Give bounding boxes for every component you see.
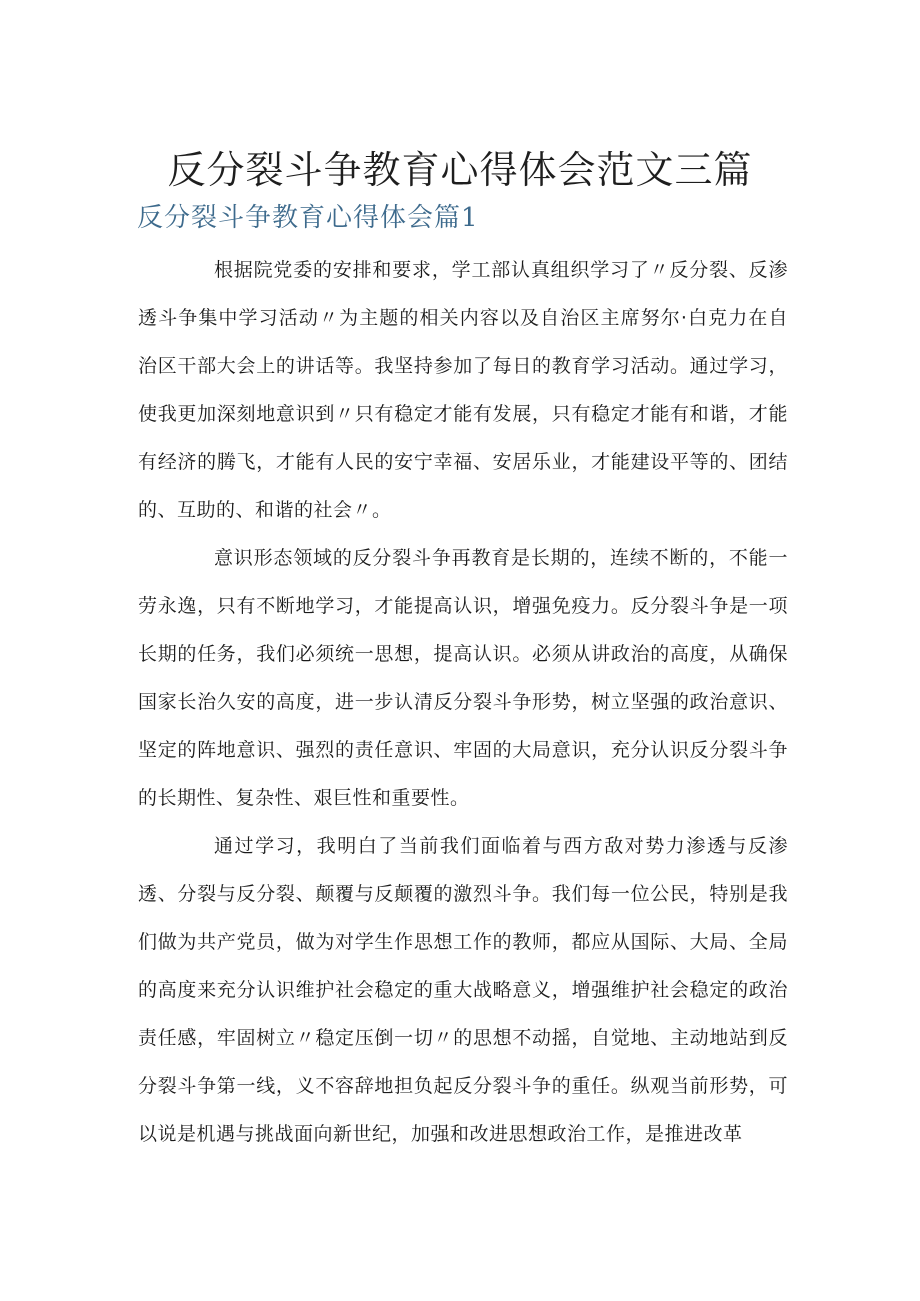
section-heading: 反分裂斗争教育心得体会篇1: [137, 203, 479, 233]
document-body: [138, 246, 788, 1158]
document-title: 反分裂斗争教育心得体会范文三篇: [167, 148, 753, 192]
paragraph-3: 通过学习，我明白了当前我们面临着与西方敌对势力渗透与反渗透、分裂与反分裂、颠覆与反颠覆的激烈斗争。我们每一位公民，特别是我们做为共产党员，做为对学生作思想工作的教师，都应从国际、大局、全局的高度来充分认识维护社会稳定的重大战略意义，增强维护社会稳定的政治责任感，牢固树立〃稳定压倒一切〃的思想不动摇，自觉地、主动地站到反分裂斗争第一线，义不容辞地担负起反分裂斗争的重任。纵观当前形势，可以说是机遇与挑战面向新世纪，加强和改进思想政治工作，是推进改革: [138, 835, 788, 1145]
paragraph-2: 意识形态领域的反分裂斗争再教育是长期的，连续不断的，不能一劳永逸，只有不断地学习，才能提高认识，增强免疫力。反分裂斗争是一项长期的任务，我们必须统一思想，提高认识。必须从讲政治的高度，从确保国家长治久安的高度，进一步认清反分裂斗争形势，树立坚强的政治意识、坚定的阵地意识、强烈的责任意识、牢固的大局意识，充分认识反分裂斗争的长期性、复杂性、艰巨性和重要性。: [138, 547, 788, 809]
paragraph-1: 根据院党委的安排和要求，学工部认真组织学习了〃反分裂、反渗透斗争集中学习活动〃为主题的相关内容以及自治区主席努尔·白克力在自治区干部大会上的讲话等。我坚持参加了每日的教育学习活动。通过学习，使我更加深刻地意识到〃只有稳定才能有发展，只有稳定才能有和谐，才能有经济的腾飞，才能有人民的安宁幸福、安居乐业，才能建设平等的、团结的、互助的、和谐的社会〃。: [138, 259, 788, 521]
